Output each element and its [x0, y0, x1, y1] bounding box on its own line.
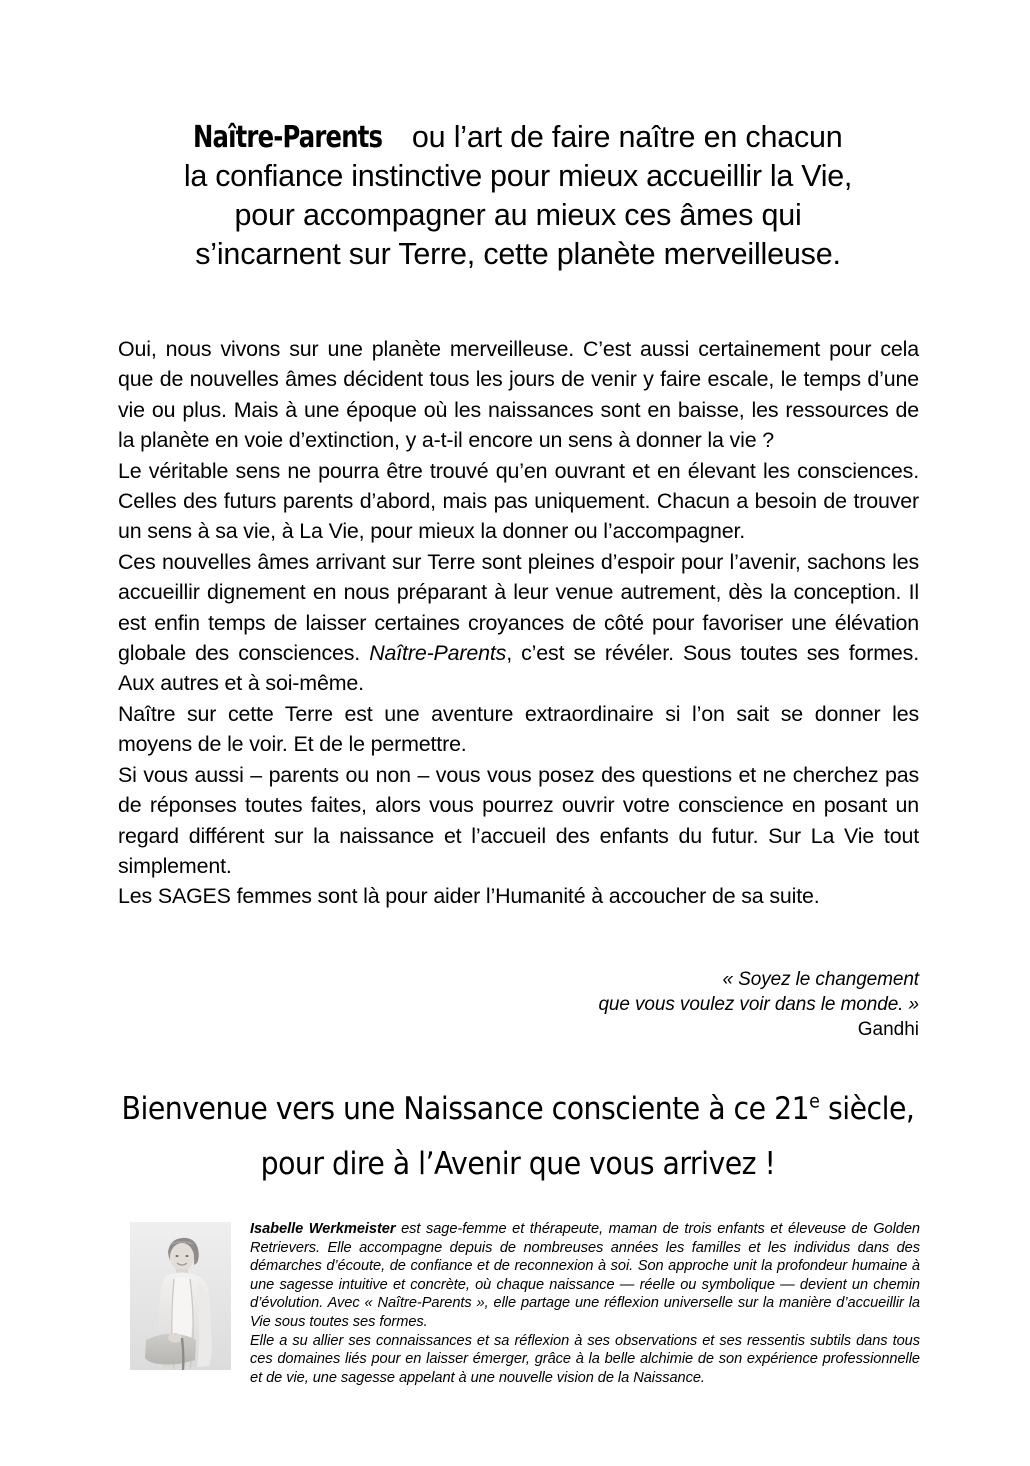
title-line-2: la confiance instinctive pour mieux accueillir la Vie, — [183, 159, 853, 193]
closing-headline — [88, 1082, 948, 1192]
title-line-1-rest: ou l’art de faire naître en chacun — [403, 120, 843, 154]
paragraph-3 — [118, 547, 919, 699]
closing-line-1 — [88, 1082, 948, 1137]
body-text — [118, 334, 919, 912]
closing-line-1-b: siècle, — [819, 1091, 915, 1127]
paragraph-3-emphasis: Naître-Parents — [369, 641, 507, 666]
quote-line-1: « Soyez le changement — [722, 969, 919, 990]
paragraph-2: Le véritable sens ne pourra être trouvé qu’en ouvrant et en élevant les consciences. Celles des futurs parents d’abord, mais pas uniquement. Chacun a besoin de trouver un sens à sa vie, à La Vie, pour mieux la donner ou l’accompagner. — [118, 458, 919, 544]
brand-name: Naître-Parents — [193, 120, 383, 155]
author-portrait-photo — [130, 1222, 231, 1370]
closing-line-1-a: Bienvenue vers une Naissance consciente à ce 21 — [121, 1091, 810, 1127]
quote-attribution: Gandhi — [857, 1019, 919, 1040]
paragraph-1: Oui, nous vivons sur une planète merveilleuse. C’est aussi certainement pour cela que de nouvelles âmes décident tous les jours de venir y faire escale, le temps d’une vie ou plus. Mais à une époque où les naissances sont en baisse, les ressources de la planète en voie d’extinction, y a-t-il encore un sens à donner la vie ? — [118, 337, 919, 453]
title-line-1 — [118, 118, 918, 157]
paragraph-5: Si vous aussi – parents ou non – vous vous posez des questions et ne cherchez pas de réponses toutes faites, alors vous pourrez ouvrir votre conscience en posant un regard différent sur la naissance et l’accueil des enfants du futur. Sur La Vie tout simplement. — [118, 762, 919, 878]
quote-line-2: que vous voulez voir dans le monde. » — [598, 993, 919, 1015]
paragraph-3-after: , c’est se révéler. Sous toutes ses formes. Aux autres et à soi-même. — [118, 641, 919, 696]
bio-paragraph-1 — [250, 1220, 920, 1332]
paragraph-4: Naître sur cette Terre est une aventure extraordinaire si l’on sait se donner les moyens de le voir. Et de le permettre. — [118, 701, 919, 757]
page-title — [118, 118, 918, 274]
paragraph-3-before: Ces nouvelles âmes arrivant sur Terre sont pleines d’espoir pour l’avenir, sachons les accueillir dignement en nous préparant à leur venue autrement, dès la conception. Il est enfin temps de laisser certaines croyances de côté pour favoriser une élévation globale des consciences. — [118, 549, 919, 666]
closing-line-2: pour dire à l’Avenir que vous arrivez ! — [260, 1146, 776, 1182]
paragraph-6: Les SAGES femmes sont là pour aider l’Humanité à accoucher de sa suite. — [118, 884, 820, 909]
title-line-3: pour accompagner au mieux ces âmes qui — [234, 198, 802, 232]
author-name: Isabelle Werkmeister — [250, 1221, 396, 1237]
bio-paragraph-1-rest: est sage-femme et thérapeute, maman de trois enfants et éleveuse de Golden Retrievers. Elle accompagne depuis de nombreuses années les familles et les individus dans des démarches d’écoute, de confiance et de reconnexion à soi. Son approche unit la profondeur humaine à une sagesse intuitive et concrète, où chaque naissance — réelle ou symbolique — devient un chemin d’évolution. Avec « Naître-Parents », elle partage une réflexion universelle sur la manière d’accueillir la Vie sous toutes ses formes. — [250, 1221, 920, 1330]
title-line-4: s’incarnent sur Terre, cette planète merveilleuse. — [195, 237, 841, 271]
portrait-graphic — [130, 1222, 231, 1370]
pull-quote — [400, 968, 919, 1042]
ordinal-suffix: e — [809, 1089, 820, 1113]
bio-paragraph-2: Elle a su allier ses connaissances et sa réflexion à ses observations et ses ressentis subtils dans tous ces domaines liés pour en laisser émerger, grâce à la belle alchimie de son expérience professionnelle et de vie, une sagesse appelant à une nouvelle vision de la Naissance. — [250, 1332, 920, 1386]
author-bio-text — [250, 1220, 920, 1387]
